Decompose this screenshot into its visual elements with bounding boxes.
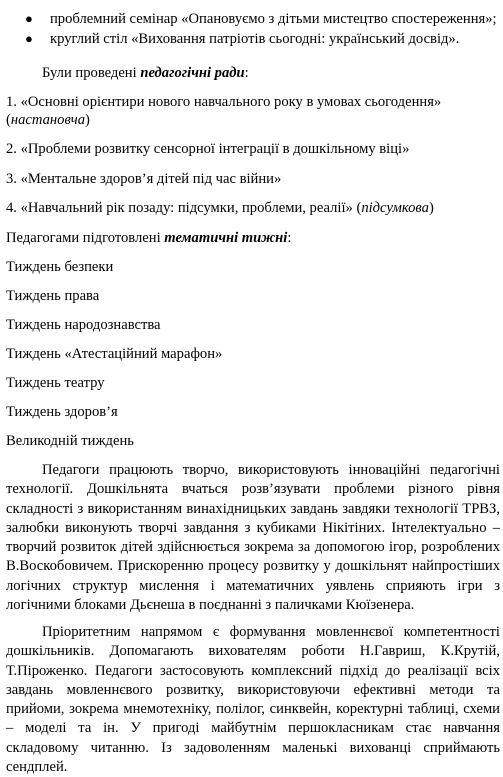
bullet-dot-icon: ● — [25, 11, 33, 26]
week-item: Великодній тиждень — [6, 433, 134, 449]
bullet-text: проблемний семінар «Опановуємо з дітьми мистецтво спостереження»; — [50, 11, 497, 27]
council-item: 3. «Ментальне здоров’я дітей під час війни» — [6, 171, 282, 187]
council-item: 1. «Основні орієнтири нового навчального року в умовах сьогодення» — [6, 94, 442, 110]
bullet-dot-icon: ● — [25, 31, 33, 46]
council-item: 2. «Проблеми розвитку сенсорної інтеграції в дошкільному віці» — [6, 141, 410, 157]
week-item: Тиждень театру — [6, 375, 105, 391]
councils-heading: Були проведені педагогічні ради: — [42, 65, 249, 81]
weeks-heading: Педагогами підготовлені тематичні тижні: — [6, 230, 292, 246]
week-item: Тиждень «Атестаційний марафон» — [6, 346, 223, 362]
council-item-note: (настановча) — [6, 112, 90, 128]
week-item: Тиждень безпеки — [6, 259, 114, 275]
weeks-heading-emphasis: тематичні тижні — [164, 230, 288, 246]
week-item: Тиждень права — [6, 288, 100, 304]
week-item: Тиждень народознавства — [6, 317, 161, 333]
councils-heading-emphasis: педагогічні ради — [140, 65, 245, 81]
week-item: Тиждень здоров’я — [6, 404, 118, 420]
council-item: 4. «Навчальний рік позаду: підсумки, проблеми, реалії» (підсумкова) — [6, 200, 434, 216]
paragraph-methods: Педагоги працюють творчо, використовують інноваційні педагогічні технології. Дошкільнята вчаться розв’язувати проблеми різного рівня складності з використанням винахідницьких завдань завдяки технології ТРВЗ, залюбки виконують творчі завдання з кубиками Нікітіних. Інтелектуально – творчий розвиток дітей здійснюється зокрема за допомогою ігор, розроблених В.Воскобовичем. Прискоренню процесу розвитку у дошкільнят найпростіших логічних структур мислення і математичних уявлень сприяють ігри з логічними блоками Дьєнеша в поєднанні з паличками Кюїзенера. — [6, 462, 500, 614]
bullet-text: круглий стіл «Виховання патріотів сьогодні: український досвід». — [50, 31, 460, 47]
paragraph-speech: Пріоритетним напрямом є формування мовленнєвої компетентності дошкільників. Допомагають вихователям роботи Н.Гавриш, К.Крутій, Т.Піроженко. Педагоги застосовують комплексний підхід до реалізації всіх завдань мовленнєвого розвитку, використовуючи ефективні методи та прийоми, зокрема мнемотехніку, полілог, синквейн, коректурні таблиці, схеми – моделі та ін. У пригоді майбутнім першокласникам стає навчання складовому читанню. Із задоволенням маленькі вихованці сприймають сендплей. — [6, 624, 500, 776]
